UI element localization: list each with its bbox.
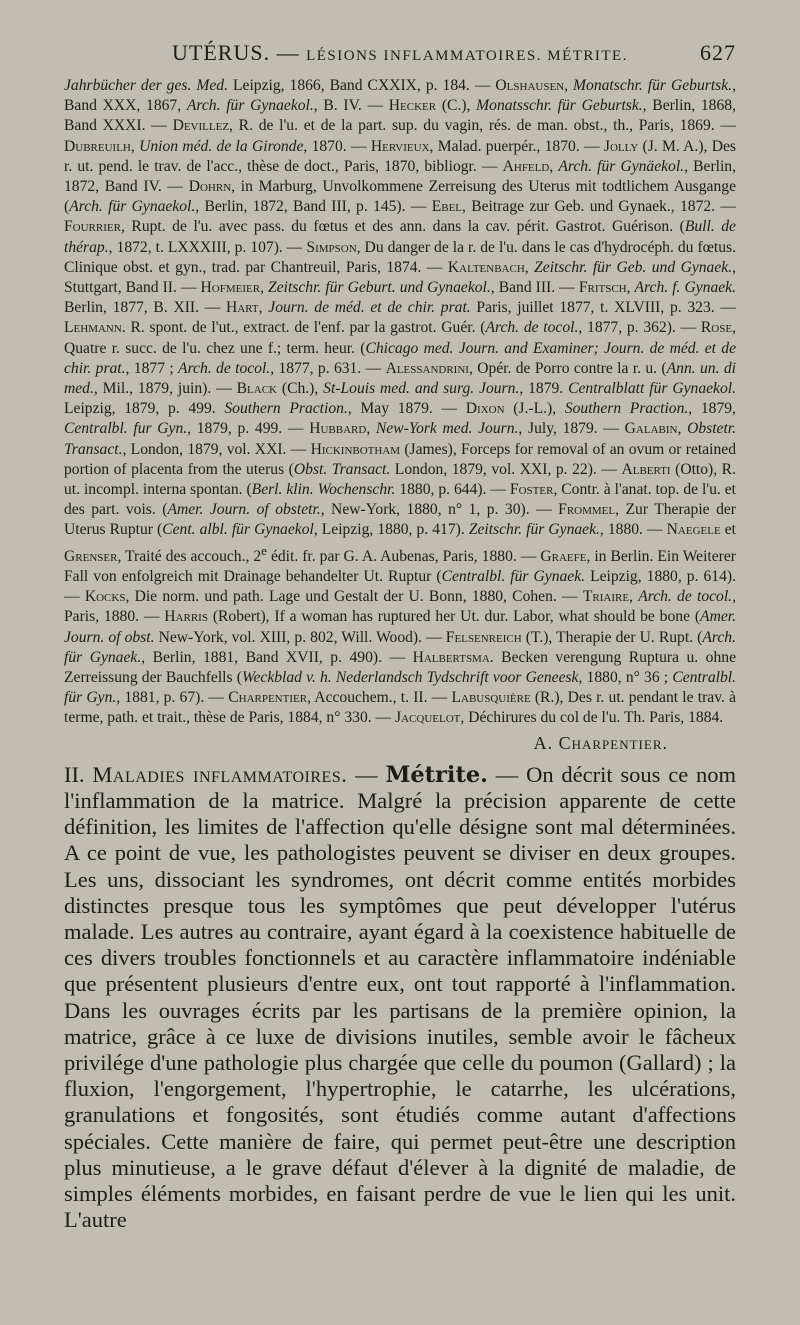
section-subtitle: Métrite.: [385, 761, 488, 788]
section-body: [64, 762, 736, 1234]
bibliography-text: Jahrbücher der ges. Med. Leipzig, 1866, Band CXXIX, p. 184. — Olshausen, Monatschr. für Geburtsk., Band XXX, 1867, Arch. für Gynaekol., B. IV. — Hecker (C.), Monatsschr. für Geburtsk., Berlin, 1868, Band XXXI. — Devillez, R. de l'u. et de la part. sup. du vagin, rés. de man. obst., th., Paris, 1869. — Dubreuilh, Union méd. de la Gironde, 1870. — Hervieux, Malad. puerpér., 1870. — Jolly (J. M. A.), Des r. ut. pend. le trav. de l'acc., thèse de doct., Paris, 1870, bibliogr. — Ahfeld, Arch. für Gynäekol., Berlin, 1872, Band IV. — Dohrn, in Marburg, Unvolkommene Zerreisung des Uterus mit todtlichem Ausgange (Arch. für Gynaekol., Berlin, 1872, Band III, p. 145). — Ebel, Beitrage zur Geb. und Gynaek., 1872. — Fourrier, Rupt. de l'u. avec pass. du fœtus et des ann. dans la cav. périt. Gastrot. Guérison. (Bull. de thérap., 1872, t. LXXXIII, p. 107). — Simpson, Du danger de la r. de l'u. dans le cas d'hydrocéph. du fœtus. Clinique obst. et gyn., trad. par Chantreuil, Paris, 1874. — Kaltenbach, Zeitschr. für Geb. und Gynaek., Stuttgart, Band II. — Hofmeier, Zeitschr. für Geburt. und Gynaekol., Band III. — Fritsch, Arch. f. Gynaek. Berlin, 1877, B. XII. — Hart, Journ. de méd. et de chir. prat. Paris, juillet 1877, t. XLVIII, p. 323. — Lehmann. R. spont. de l'ut., extract. de l'enf. par la gastrot. Guér. (Arch. de tocol., 1877, p. 362). — Rose, Quatre r. succ. de l'u. chez une f.; term. heur. (Chicago med. Journ. and Examiner; Journ. de méd. et de chir. prat., 1877 ; Arch. de tocol., 1877, p. 631. — Alessandrini, Opér. de Porro contre la r. u. (Ann. un. di med., Mil., 1879, juin). — Black (Ch.), St-Louis med. and surg. Journ., 1879. Centralblatt für Gynaekol. Leipzig, 1879, p. 499. Southern Praction., May 1879. — Dixon (J.-L.), Southern Praction., 1879, Centralbl. fur Gyn., 1879, p. 499. — Hubbard, New-York med. Journ., July, 1879. — Galabin, Obstetr. Transact., London, 1879, vol. XXI. — Hickinbotham (James), Forceps for removal of an ovum or retained portion of placenta from the uterus (Obst. Transact. London, 1879, vol. XXI, p. 22). — Alberti (Otto), R. ut. incompl. interna spontan. (Berl. klin. Wochenschr. 1880, p. 644). — Foster, Contr. à l'anat. top. de l'u. et des part. vois. (Amer. Journ. of obstetr., New-York, 1880, n° 1, p. 30). — Frommel, Zur Therapie der Uterus Ruptur (Cent. albl. für Gynaekol, Leipzig, 1880, p. 417). Zeitschr. für Gynaek., 1880. — Naegele et Grenser, Traité des accouch., 2e édit. fr. par G. A. Aubenas, Paris, 1880. — Graefe, in Berlin. Ein Weiterer Fall von enfolgreich mit Drainage behandelter Ut. Ruptur (Centralbl. für Gynaek. Leipzig, 1880, p. 614). — Kocks, Die norm. und path. Lage und Gestalt der U. Bonn, 1880, Cohen. — Triaire, Arch. de tocol., Paris, 1880. — Harris (Robert), If a woman has ruptured her Ut. dur. Labor, what should be bone (Amer. Journ. of obst. New-York, vol. XIII, p. 802, Will. Wood). — Felsenreich (T.), Therapie der U. Rupt. (Arch. für Gynaek., Berlin, 1881, Band XVII, p. 490). — Halbertsma. Becken verengung Ruptura u. ohne Zerreissung der Bauchfells (Weckblad v. h. Nederlandsch Tydschrift voor Geneesk, 1880, n° 36 ; Centralbl. für Gyn., 1881, p. 67). — Charpentier, Accouchem., t. II. — Labusquière (R.), Des r. ut. pendant le trav. à terme, path. et trait., thèse de Paris, 1884, n° 330. — Jacquelot, Déchirures du col de l'u. Th. Paris, 1884.: [64, 77, 737, 727]
running-title-main: UTÉRUS.: [172, 40, 271, 65]
running-title: [172, 40, 628, 66]
section-number: II.: [64, 761, 85, 787]
author-signature: A. Charpentier.: [533, 732, 668, 753]
section-dash: —: [347, 761, 386, 787]
section-title: Maladies inflammatoires.: [92, 761, 348, 787]
running-title-dash: —: [270, 40, 307, 65]
page-number: 627: [700, 40, 736, 65]
section-text: — On décrit sous ce nom l'inflammation de la matrice. Malgré la précision apparente de cette définition, les limites de l'affection qu'elle désigne sont mal déterminées. A ce point de vue, les pathologistes peuvent se diviser en deux groupes. Les uns, dissociant les syndromes, ont décrit comme entités morbides distinctes presque tous les symptômes que peut développer l'utérus malade. Les autres au contraire, ayant égard à la coexistence habituelle de ces divers troubles fonctionnels et au caractère inflammatoire indéniable que présentent plusieurs d'entre eux, ont tout rapporté à l'inflammation. Dans les ouvrages écrits par les partisans de la première opinion, la matrice, grâce à ce luxe de divisions inutiles, semble avoir le fâcheux privilége d'une pathologie plus chargée que celle du poumon (Gallard) ; la fluxion, l'engorgement, l'hypertrophie, le catarrhe, les ulcérations, granulations et fongosités, sont étudiés comme autant d'affections spéciales. Cette manière de faire, qui permet peut-être une description plus minutieuse, a le grave défaut d'élever à la dignité de maladie, de simples éléments morbides, en faisant perdre de vue le lien qui les unit. L'autre: [64, 761, 736, 1233]
bibliography-block: [64, 76, 736, 729]
section-paragraph: [64, 762, 736, 1234]
running-title-sub: LÉSIONS INFLAMMATOIRES. MÉTRITE.: [306, 48, 628, 64]
running-head: [64, 40, 736, 76]
